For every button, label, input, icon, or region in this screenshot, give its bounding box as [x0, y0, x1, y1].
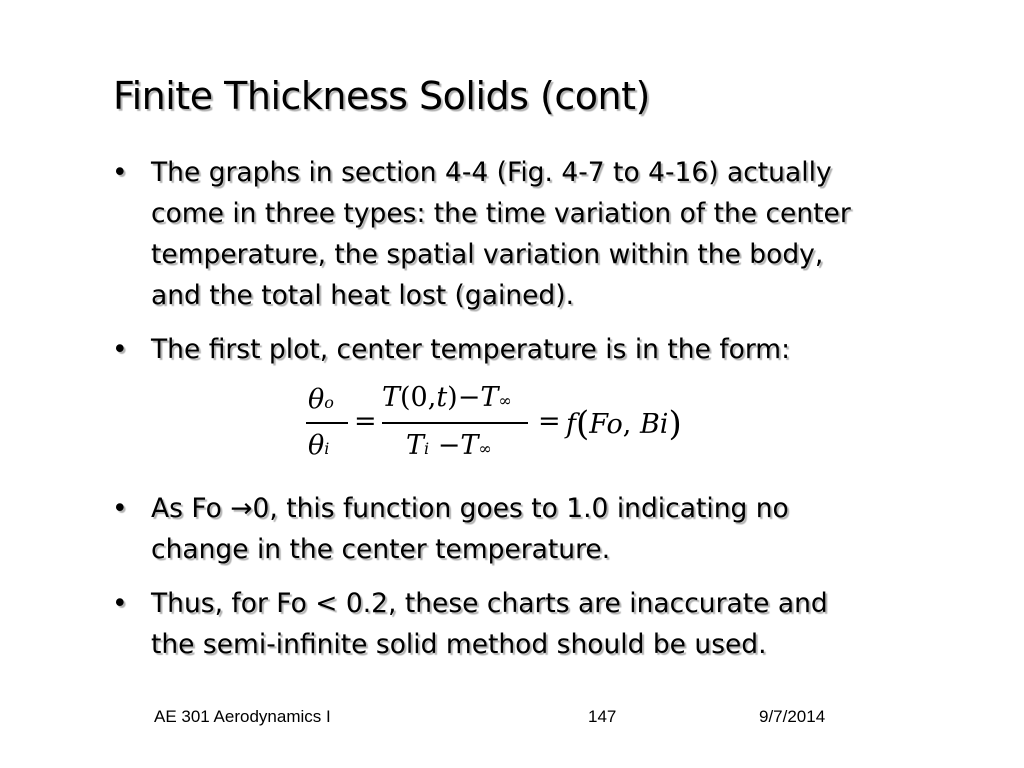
bullet-dot: •	[112, 157, 128, 188]
eq-numerator: T(0,t)−T∞	[382, 382, 512, 413]
bullet-line: Thus, for Fo < 0.2, these charts are inaccurate and	[151, 588, 828, 619]
bullet-text	[151, 329, 981, 370]
eq-equals-1: =	[354, 406, 377, 437]
bullet-line: the semi-infinite solid method should be used.	[151, 629, 767, 660]
bullet-text	[151, 152, 981, 316]
footer-page-number: 147	[588, 707, 617, 726]
bullet-line: The graphs in section 4-4 (Fig. 4-7 to 4-16) actually	[151, 157, 832, 188]
center-temperature-equation	[300, 376, 720, 472]
bullet-line: change in the center temperature.	[151, 534, 611, 565]
eq-theta-i: θi	[308, 430, 330, 461]
eq-fraction-bar-main	[382, 422, 528, 424]
footer-date: 9/7/2014	[759, 707, 826, 726]
eq-theta-o: θo	[308, 384, 334, 415]
bullet-line: come in three types: the time variation of the center	[151, 198, 851, 229]
bullet-text	[151, 583, 981, 665]
bullet-line: As Fo →0, this function goes to 1.0 indicating no	[151, 493, 789, 524]
eq-equals-2: =	[538, 406, 561, 437]
slide-title: Finite Thickness Solids (cont)	[113, 74, 650, 118]
footer-course: AE 301 Aerodynamics I	[154, 707, 331, 726]
eq-fraction-bar-left	[306, 422, 348, 424]
eq-denominator: Ti −T∞	[406, 430, 492, 461]
eq-function: f(Fo, Bi)	[566, 404, 682, 444]
bullet-dot: •	[112, 334, 128, 365]
bullet-dot: •	[112, 493, 128, 524]
bullet-line: temperature, the spatial variation within the body,	[151, 239, 824, 270]
bullet-dot: •	[112, 588, 128, 619]
bullet-line: and the total heat lost (gained).	[151, 280, 575, 311]
bullet-text	[151, 488, 981, 570]
bullet-line: The first plot, center temperature is in the form:	[151, 334, 791, 365]
